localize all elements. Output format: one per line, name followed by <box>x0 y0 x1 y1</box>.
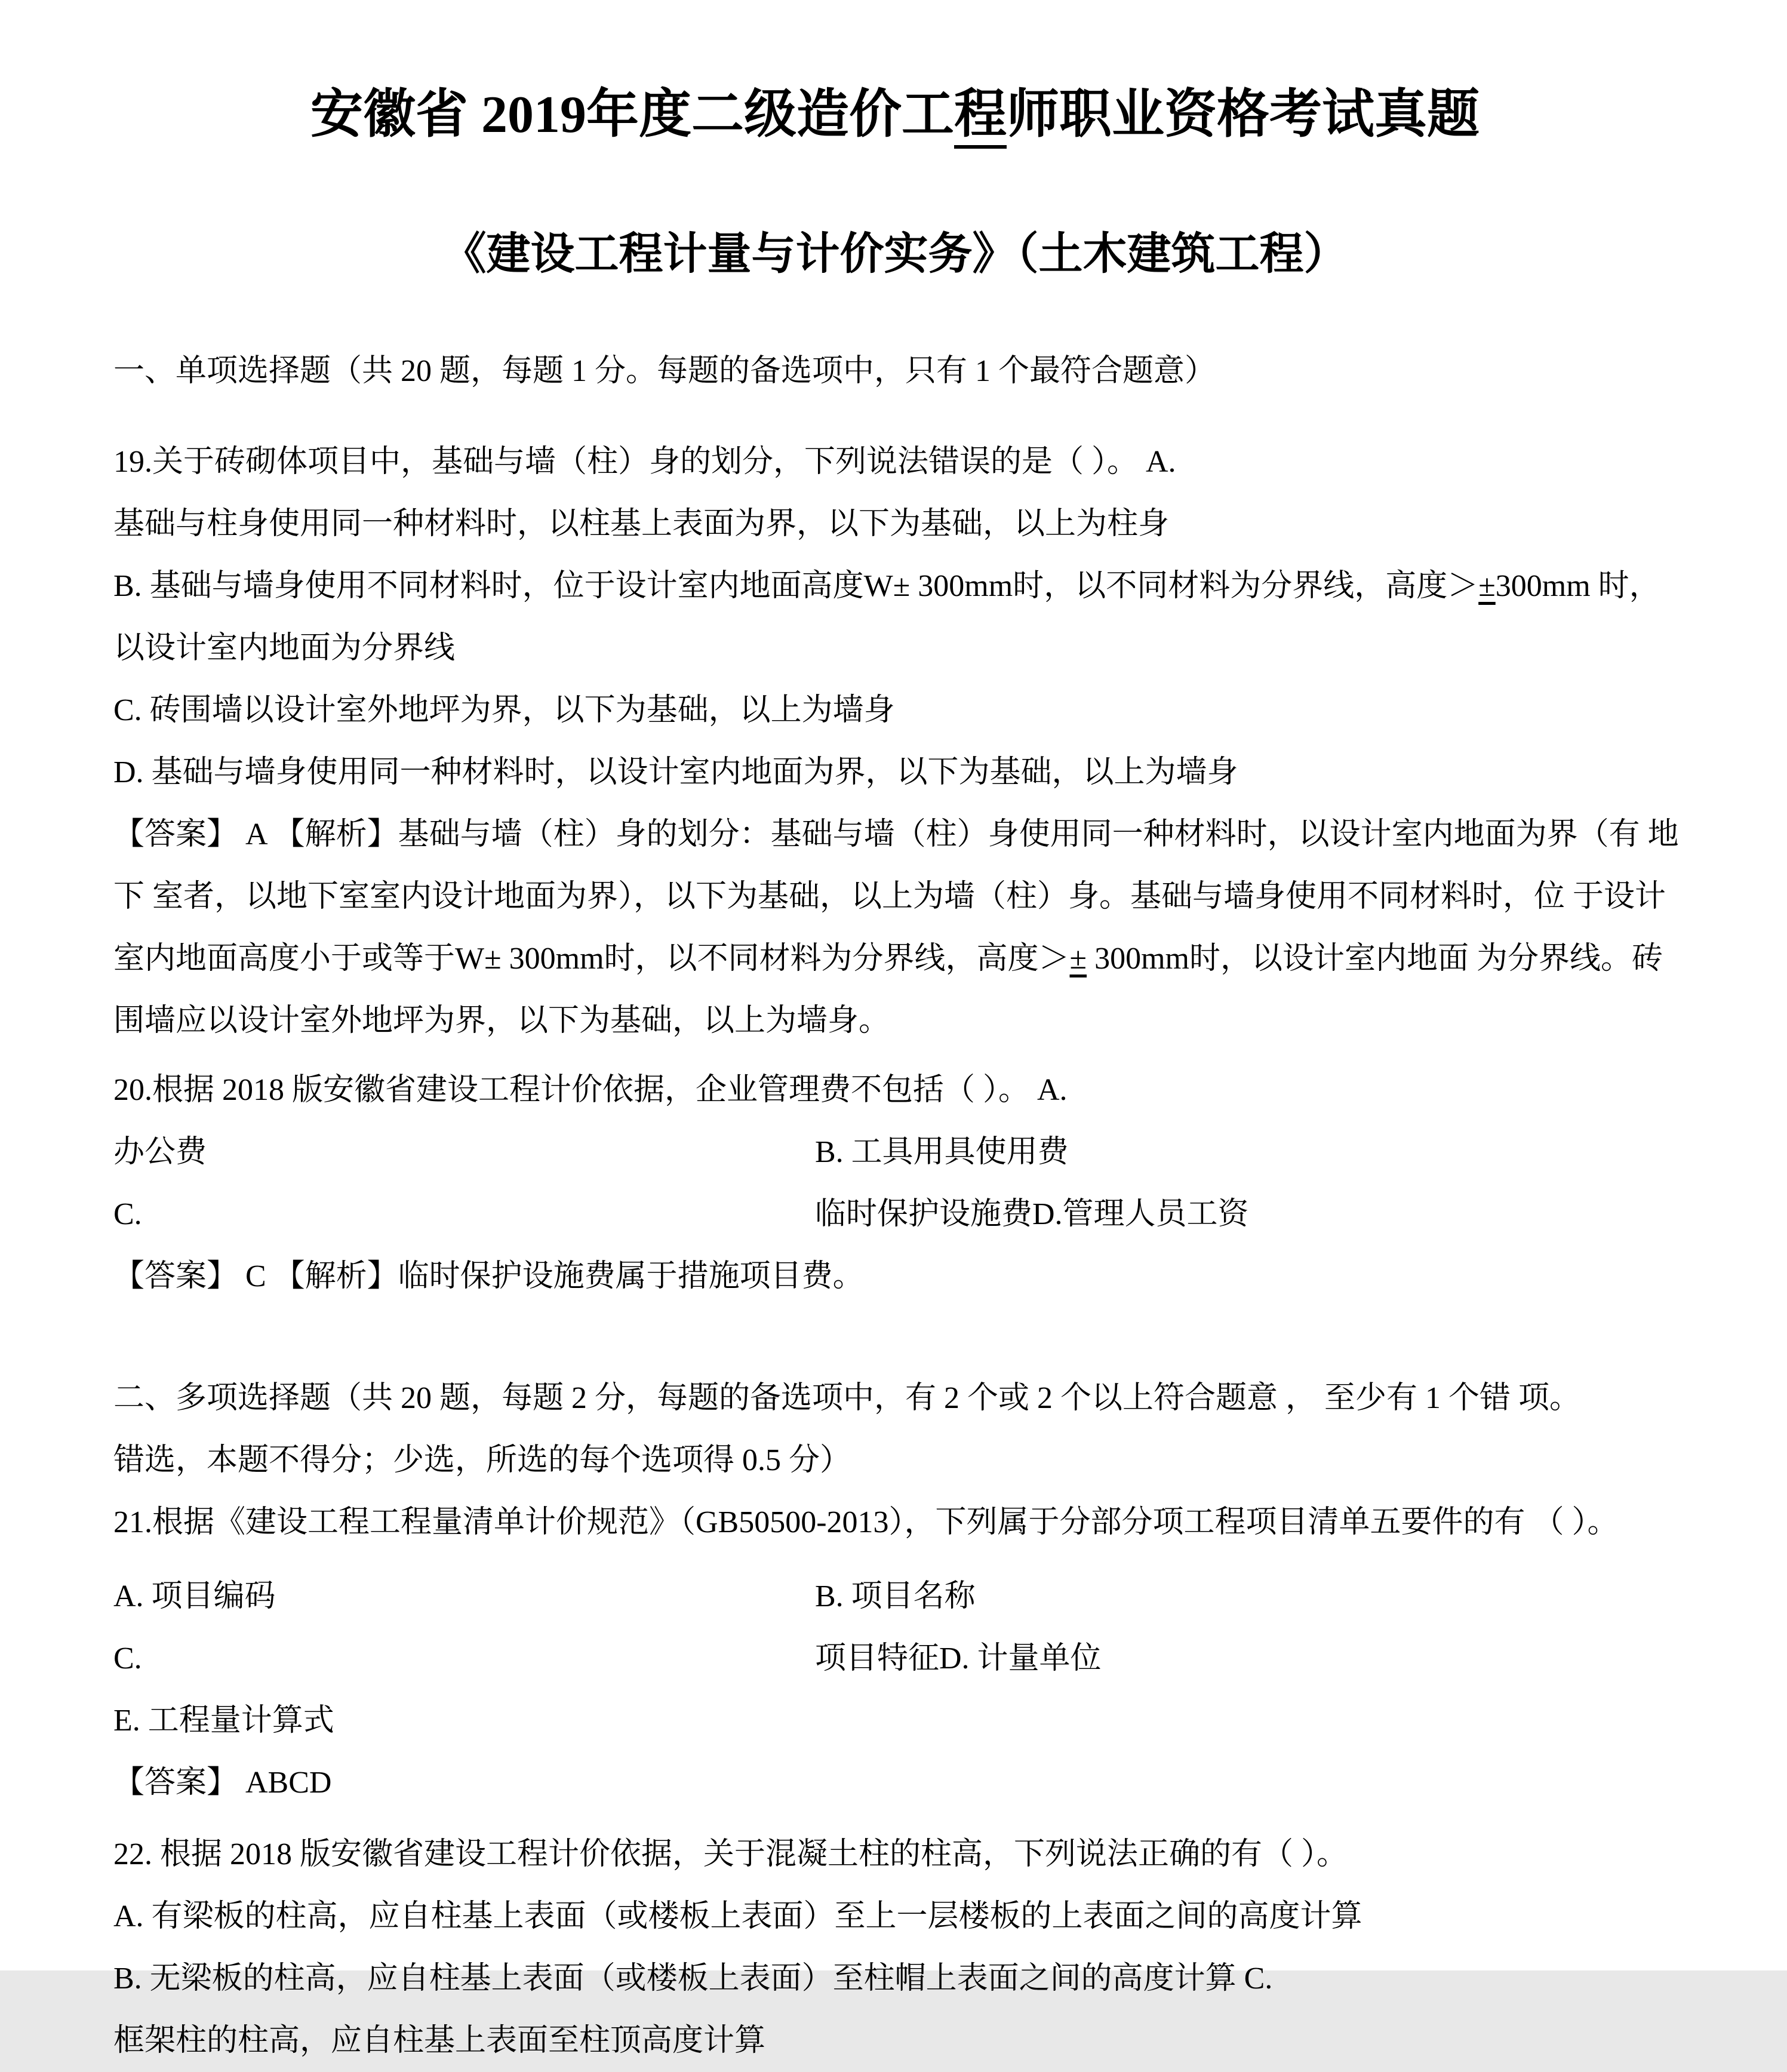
q19-answer-line-3-pre: 室内地面高度小于或等于W± 300mm时，以不同材料为分界线，高度＞ <box>113 942 1070 976</box>
q19-option-c: C. 砖围墙以设计室外地坪为界，以下为基础，以上为墙身 <box>113 693 895 727</box>
document-title-pre: 安徽省 2019年度二级造价工 <box>310 86 954 144</box>
q21-stem: 21.根据《建设工程工程量清单计价规范》（GB50500-2013），下列属于分部分项工程项目清单五要件的有 （ ）。 <box>113 1505 1619 1539</box>
q22-stem: 22. 根据 2018 版安徽省建设工程计价依据，关于混凝土柱的柱高，下列说法正确的有（ ）。 <box>113 1837 1348 1871</box>
q21-options-row-2 <box>113 1628 1677 1690</box>
q22-option-c-continuation: 框架柱的柱高，应自柱基上表面至柱顶高度计算 <box>113 2024 766 2058</box>
q19-answer-line-2: 下 室者，以地下室室内设计地面为界），以下为基础，以上为墙（柱）身。基础与墙身使用不同材料时，位 于设计 <box>113 880 1666 914</box>
q21-option-a: A. 项目编码 <box>113 1579 276 1613</box>
document-subtitle: 《建设工程计量与计价实务》（土木建筑工程） <box>442 230 1348 279</box>
q19-answer-line-1: 【答案】 A 【解析】基础与墙（柱）身的划分：基础与墙（柱）身使用同一种材料时，以设计室内地面为界（有 地 <box>113 817 1679 851</box>
q19-option-d: D. 基础与墙身使用同一种材料时，以设计室内地面为界，以下为基础，以上为墙身 <box>113 755 1238 789</box>
q19-option-b-underlined: ± <box>1478 569 1496 603</box>
q19-stem: 19.关于砖砌体项目中，基础与墙（柱）身的划分，下列说法错误的是（ ）。 A. <box>113 445 1176 479</box>
q19-option-b-pre: B. 基础与墙身使用不同材料时，位于设计室内地面高度W± 300mm时，以不同材料为分界线，高度＞ <box>113 569 1479 603</box>
q19-answer-line-4: 围墙应以设计室外地坪为界，以下为基础，以上为墙身。 <box>113 1004 890 1038</box>
q21-options-row-1 <box>113 1566 1677 1628</box>
q20-option-c: C. <box>113 1197 142 1231</box>
q21-option-e: E. 工程量计算式 <box>113 1704 334 1738</box>
q19-option-b <box>113 555 1677 617</box>
q21-answer: 【答案】 ABCD <box>113 1766 332 1800</box>
q20-option-b: B. 工具用具使用费 <box>815 1135 1069 1169</box>
q20-option-a: 办公费 <box>113 1135 207 1169</box>
section-1-header: 一、单项选择题（共 20 题，每题 1 分。每题的备选项中，只有 1 个最符合题意） <box>113 354 1216 388</box>
section-2-header-line-2: 错选，本题不得分；少选，所选的每个选项得 0.5 分） <box>113 1443 851 1477</box>
q22-option-a: A. 有梁板的柱高，应自柱基上表面（或楼板上表面）至上一层楼板的上表面之间的高度计算 <box>113 1899 1362 1933</box>
q21-option-c: C. <box>113 1641 142 1676</box>
q22-option-b: B. 无梁板的柱高，应自柱基上表面（或楼板上表面）至柱帽上表面之间的高度计算 C. <box>113 1962 1273 1996</box>
q19-answer-line-3-underlined: ± <box>1069 942 1087 976</box>
q19-option-a: 基础与柱身使用同一种材料时，以柱基上表面为界，以下为基础，以上为柱身 <box>113 507 1170 541</box>
q19-answer-line-3 <box>113 928 1677 990</box>
q20-option-c-d: 临时保护设施费D.管理人员工资 <box>815 1197 1249 1231</box>
section-2-header-line-1: 二、多项选择题（共 20 题，每题 2 分，每题的备选项中，有 2 个或 2 个以上符合题意 ， 至少有 1 个错 项。 <box>113 1381 1581 1415</box>
q20-options-row-2 <box>113 1183 1677 1246</box>
q19-option-b-post: 300mm 时， <box>1495 569 1660 603</box>
q19-answer-line-3-post: 300mm时，以设计室内地面 为分界线。砖 <box>1087 942 1663 976</box>
q19-option-b-continuation: 以设计室内地面为分界线 <box>113 631 456 665</box>
q21-option-b: B. 项目名称 <box>815 1579 976 1613</box>
document-title-post: 师职业资格考试真题 <box>1007 86 1480 144</box>
document-title-underlined-char: 程 <box>954 86 1007 149</box>
q20-answer: 【答案】 C 【解析】临时保护设施费属于措施项目费。 <box>113 1259 864 1293</box>
q20-options-row-1 <box>113 1121 1677 1183</box>
q20-stem: 20.根据 2018 版安徽省建设工程计价依据，企业管理费不包括（ ）。 A. <box>113 1073 1068 1107</box>
q21-option-c-d: 项目特征D. 计量单位 <box>815 1641 1102 1676</box>
document-title <box>113 70 1677 160</box>
